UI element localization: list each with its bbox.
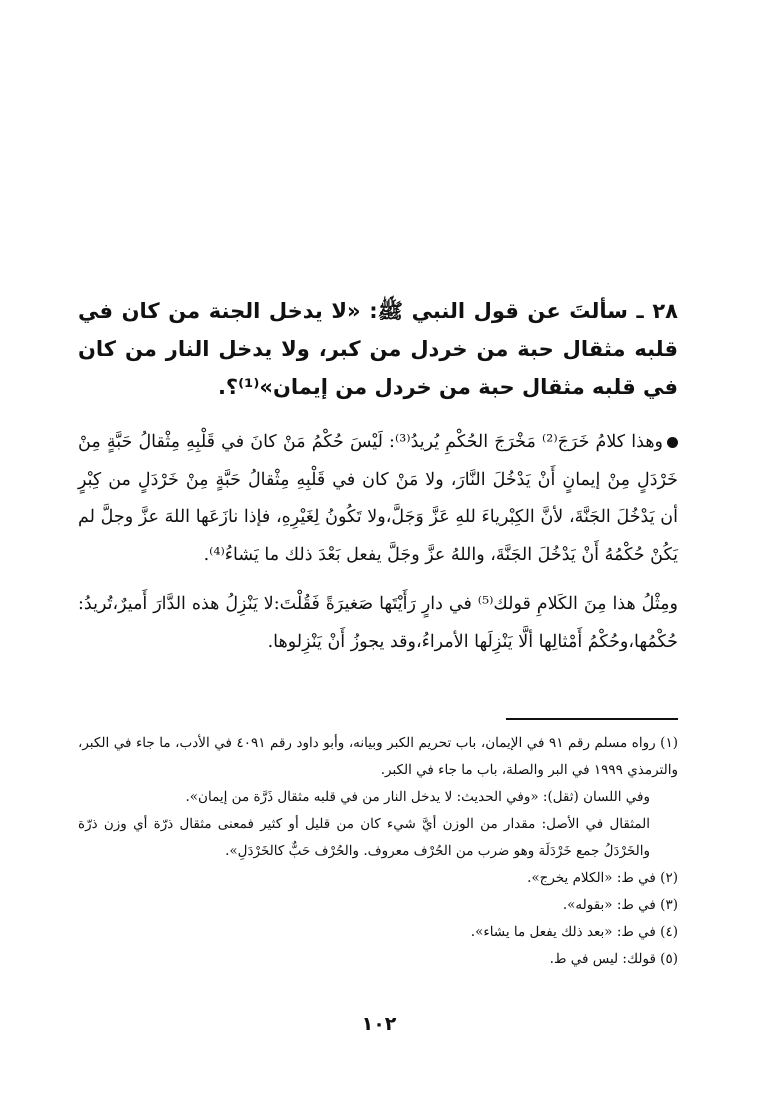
footnote-4: (٤) في ط: «بعد ذلك يفعل ما يشاء». [470, 924, 678, 940]
answer-body [78, 424, 678, 661]
bullet-icon [667, 437, 678, 448]
answer-paragraph-1 [78, 424, 678, 574]
footnote-5: (٥) قولك: ليس في ط. [549, 951, 678, 967]
footnotes [78, 730, 678, 973]
footnote-1-definition: المثقال في الأصل: مقدار من الوزن أيَّ شيء كان من قليل أو كثير فمعنى مثقال ذرّة أي وزن ذرّة والخَرْدَلُ جمع خَرْدَلَة وهو ضرب من الحُرْف معروف. والحُرْف حَبٌّ كالخَرْدَلِ». [78, 816, 650, 859]
footnote-2: (٢) في ط: «الكلام يخرج». [527, 870, 678, 886]
answer-paragraph-2: ومِثْلُ هذا مِنَ الكَلامِ قولك⁽⁵⁾ في دارٍ رَأَيْتَها صَغيرَةً فَقُلْتَ:لا يَنْزِلُ هذه الدَّارَ أَميرٌ،تُريدُ: حُكْمُها،وحُكْمُ أَمْثالِها ألَّا يَنْزِلَها الأمراءُ،وقد يجوزُ أَنْ يَنْزِلوها. [78, 594, 678, 652]
question-heading: ٢٨ ـ سألتَ عن قول النبي ﷺ: «لا يدخل الجنة من كان في قلبه مثقال حبة من خردل من كبر، ولا يدخل النار من كان في قلبه مثقال حبة من خردل من إيمان»⁽¹⁾؟. [78, 299, 678, 399]
footnote-1-continuation: وفي اللسان (ثقل): «وفي الحديث: لا يدخل النار من في قلبه مثقال ذَرَّة من إيمان». [185, 789, 650, 805]
footnote-3: (٣) في ط: «بقوله». [562, 897, 678, 913]
footnote-divider [506, 718, 678, 720]
footnote-1: (١) رواه مسلم رقم ٩١ في الإيمان، باب تحريم الكبر وبيانه، وأبو داود رقم ٤٠٩١ في الأدب، ما جاء في الكبر، والترمذي ١٩٩٩ في البر والصلة، باب ما جاء في الكبر. [78, 735, 678, 778]
answer-paragraph-1-text: وهذا كلامُ خَرَجَ⁽²⁾ مَخْرَجَ الحُكْمِ يُريدُ⁽³⁾: لَيْسَ حُكْمُ مَنْ كانَ في قَلْبِهِ مِثْقالُ حَبَّةٍ مِنْ خَرْدَلٍ مِنْ إيمانٍ أَنْ يَدْخُلَ النَّارَ، ولا مَنْ كان في قَلْبِهِ مِثْقالُ حَبَّةٍ مِنْ خَرْدَلٍ من كِبْرٍ أن يَدْخُلَ الجَنَّةَ، لأنَّ الكِبْرياءَ للهِ عَزَّ وَجَلَّ،ولا تَكُونُ لِغَيْرِهِ، فإذا نازَعَها اللهَ عزَّ وجلَّ لم يَكُنْ حُكْمُهُ أَنْ يَدْخُلَ الجَنَّةَ، واللهُ عزَّ وجَلَّ يفعل بَعْدَ ذلك ما يَشاءُ⁽⁴⁾. [78, 432, 678, 565]
page-number: ١٠٢ [361, 1013, 397, 1035]
